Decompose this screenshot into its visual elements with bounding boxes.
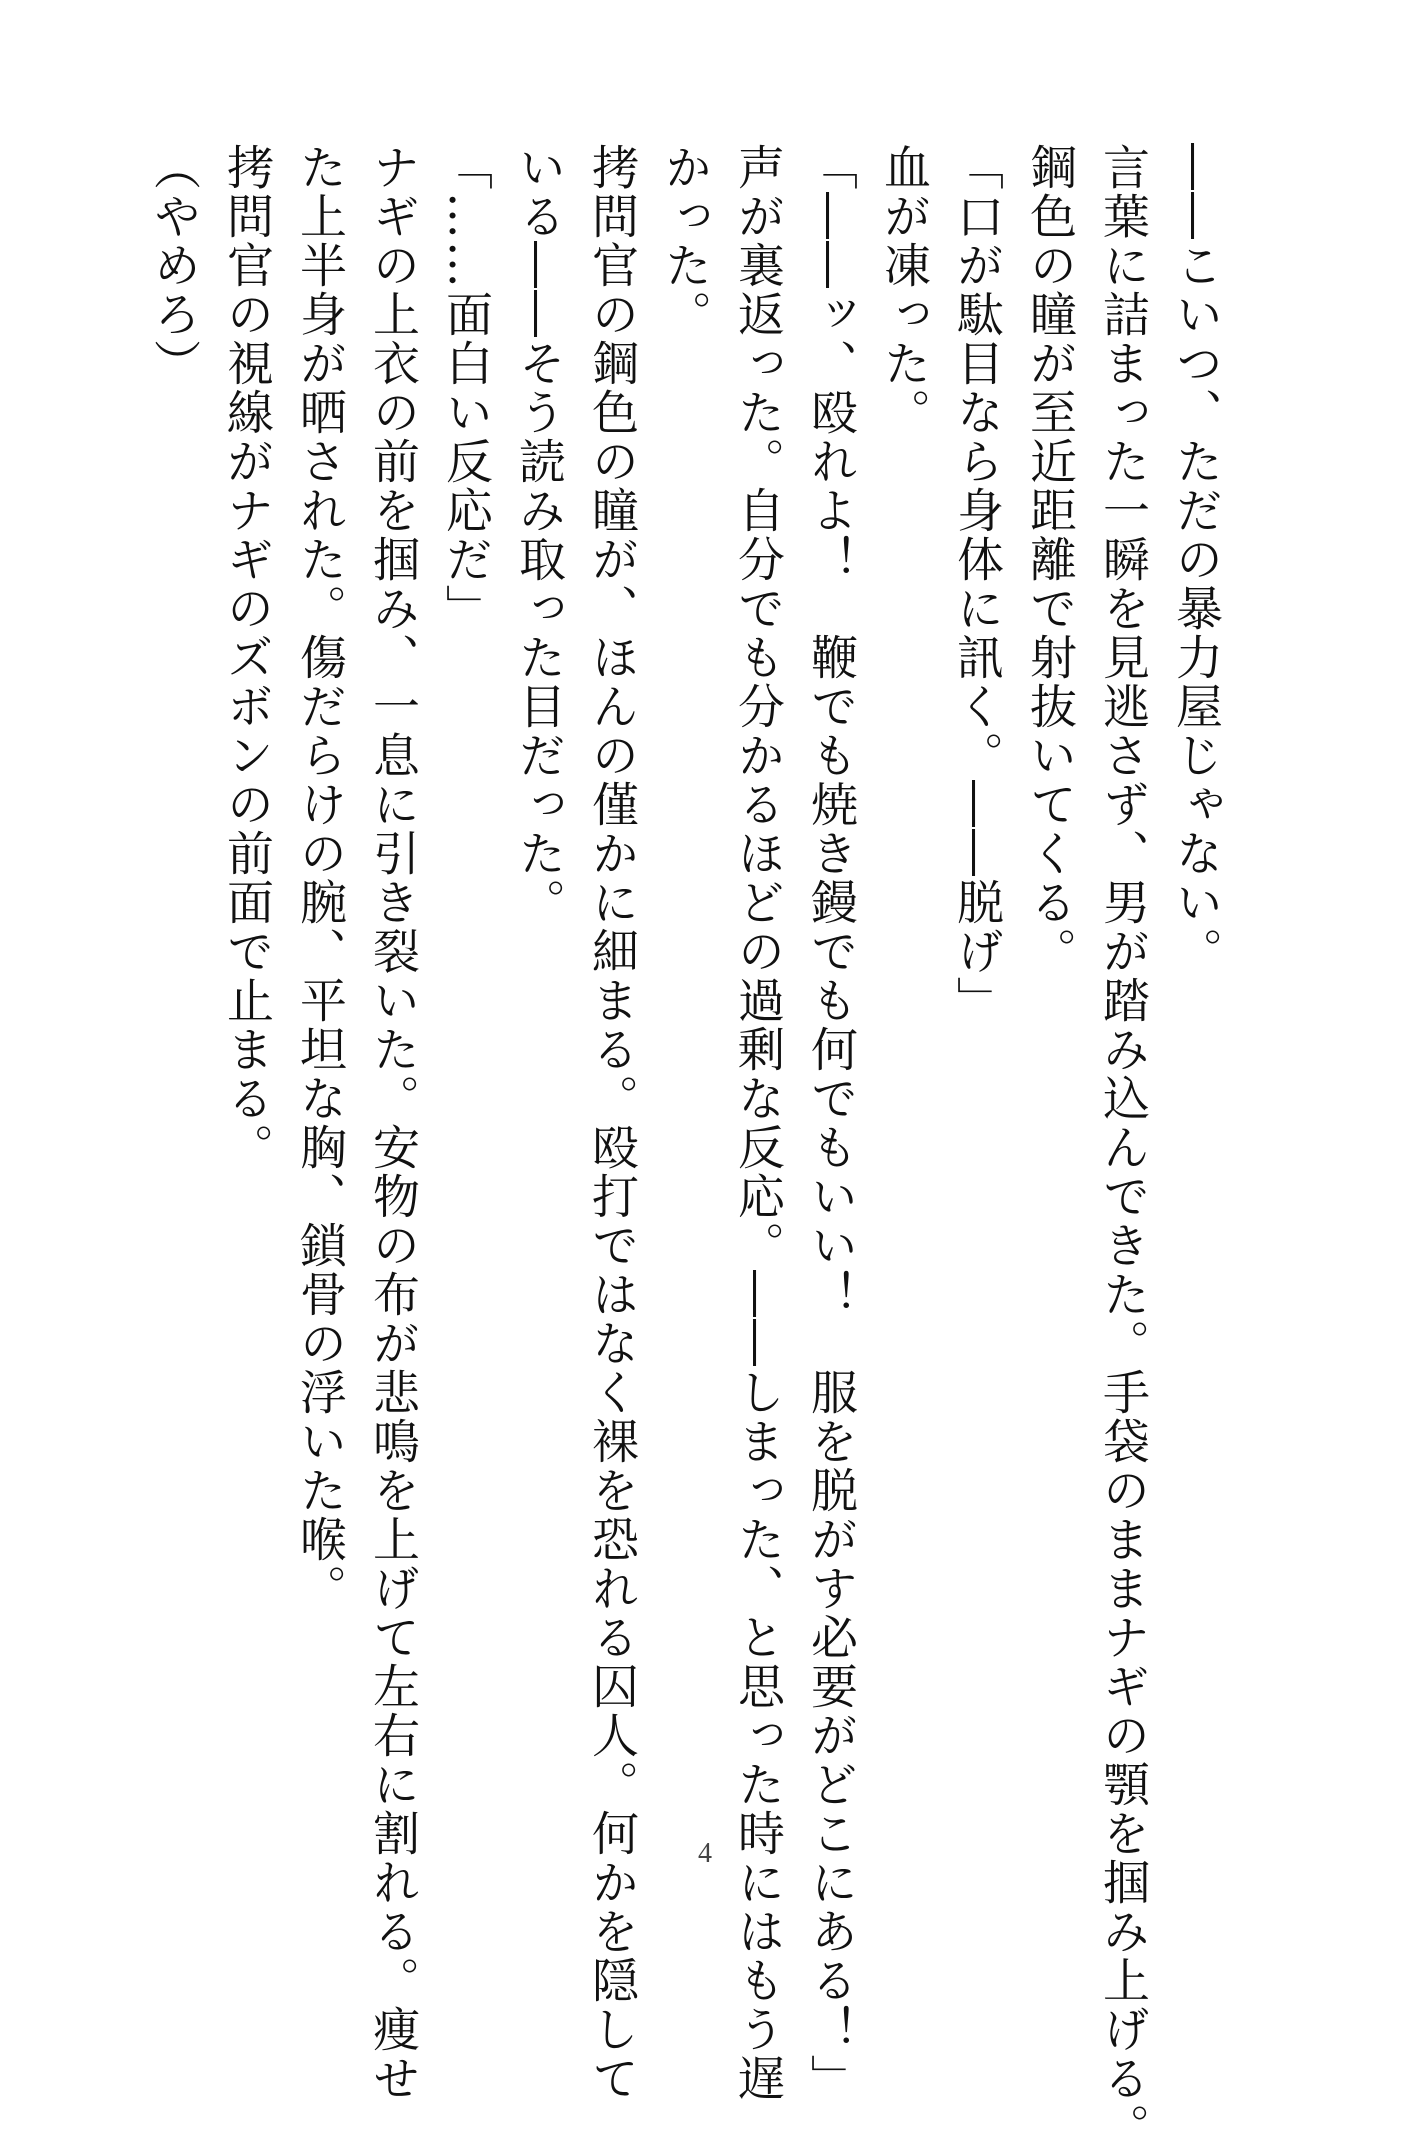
text-line: 「――ッ、殴れよ！ 鞭でも焼き鏝でも何でもいい！ 服を脱がす必要がどこにある！」 [803,143,858,2103]
text-line: 「……面白い反応だ」 [438,143,493,633]
text-line: ナギの上衣の前を掴み、一息に引き裂いた。安物の布が悲鳴を上げて左右に割れる。痩せ [365,143,420,2103]
text-line: 「口が駄目なら身体に訊く。――脱げ」 [949,143,1004,1025]
text-line: （やめろ） [146,143,201,388]
body-text [137,143,1232,2152]
text-line: 言葉に詰まった一瞬を見逃さず、男が踏み込んできた。手袋のままナギの顎を掴み上げる。 [1095,143,1150,2152]
text-line: いる――そう読み取った目だった。 [511,143,566,927]
text-line: かった。 [657,143,712,339]
text-line: 血が凍った。 [876,143,931,437]
text-line: 拷問官の視線がナギのズボンの前面で止まる。 [219,143,274,1172]
page-number: 4 [698,1838,712,1869]
text-line: 声が裏返った。自分でも分かるほどの過剰な反応。――しまった、と思った時にはもう遅 [730,143,785,2103]
text-line: た上半身が晒された。傷だらけの腕、平坦な胸、鎖骨の浮いた喉。 [292,143,347,1613]
text-line: 鋼色の瞳が至近距離で射抜いてくる。 [1022,143,1077,976]
text-line: 拷問官の鋼色の瞳が、ほんの僅かに細まる。殴打ではなく裸を恐れる囚人。何かを隠して [584,143,639,2103]
text-line: ――こいつ、ただの暴力屋じゃない。 [1168,143,1223,976]
